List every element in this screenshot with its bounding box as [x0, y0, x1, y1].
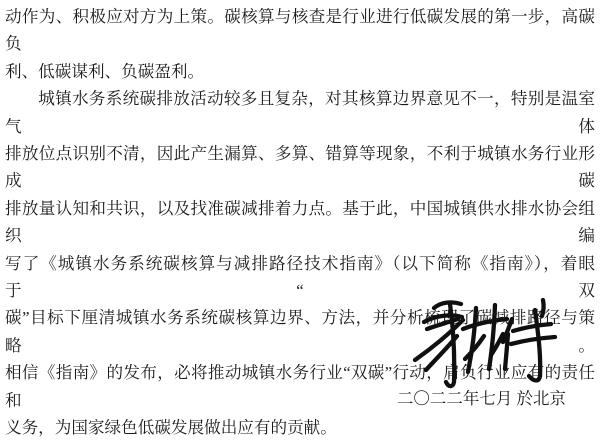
text-line: 写了《城镇水务系统碳核算与减排路径技术指南》（以下简称《指南》），着眼于“双: [5, 253, 595, 301]
handwritten-signature-icon: [408, 292, 563, 392]
text-line: 碳”目标下厘清城镇水务系统碳核算边界、方法，并分析梳理了碳减排路径与策略。: [5, 308, 595, 355]
text-line: 城镇水务系统碳排放活动较多且复杂，对其核算边界意见不一，特别是温室气体: [5, 89, 595, 136]
text-line: 利、低碳谋利、负碳盈利。: [5, 61, 205, 81]
text-line: 排放量认知和共识，以及找准碳减排着力点。基于此，中国城镇供水排水协会组织编: [5, 198, 595, 246]
text-line: 排放位点识别不清，因此产生漏算、多算、错算等现象，不利于城镇水务行业形成碳: [5, 144, 595, 191]
text-line: 相信《指南》的发布，必将推动城镇水务行业“双碳”行动，肩负行业应有的责任和: [5, 363, 595, 410]
text-line: 义务，为国家绿色低碳发展做出应有的贡献。: [5, 418, 337, 438]
text-line: 动作为、积极应对方为上策。碳核算与核查是行业进行低碳发展的第一步，高碳负: [5, 7, 595, 54]
signature-dateline: 二〇二二年七月 於北京: [396, 389, 566, 408]
